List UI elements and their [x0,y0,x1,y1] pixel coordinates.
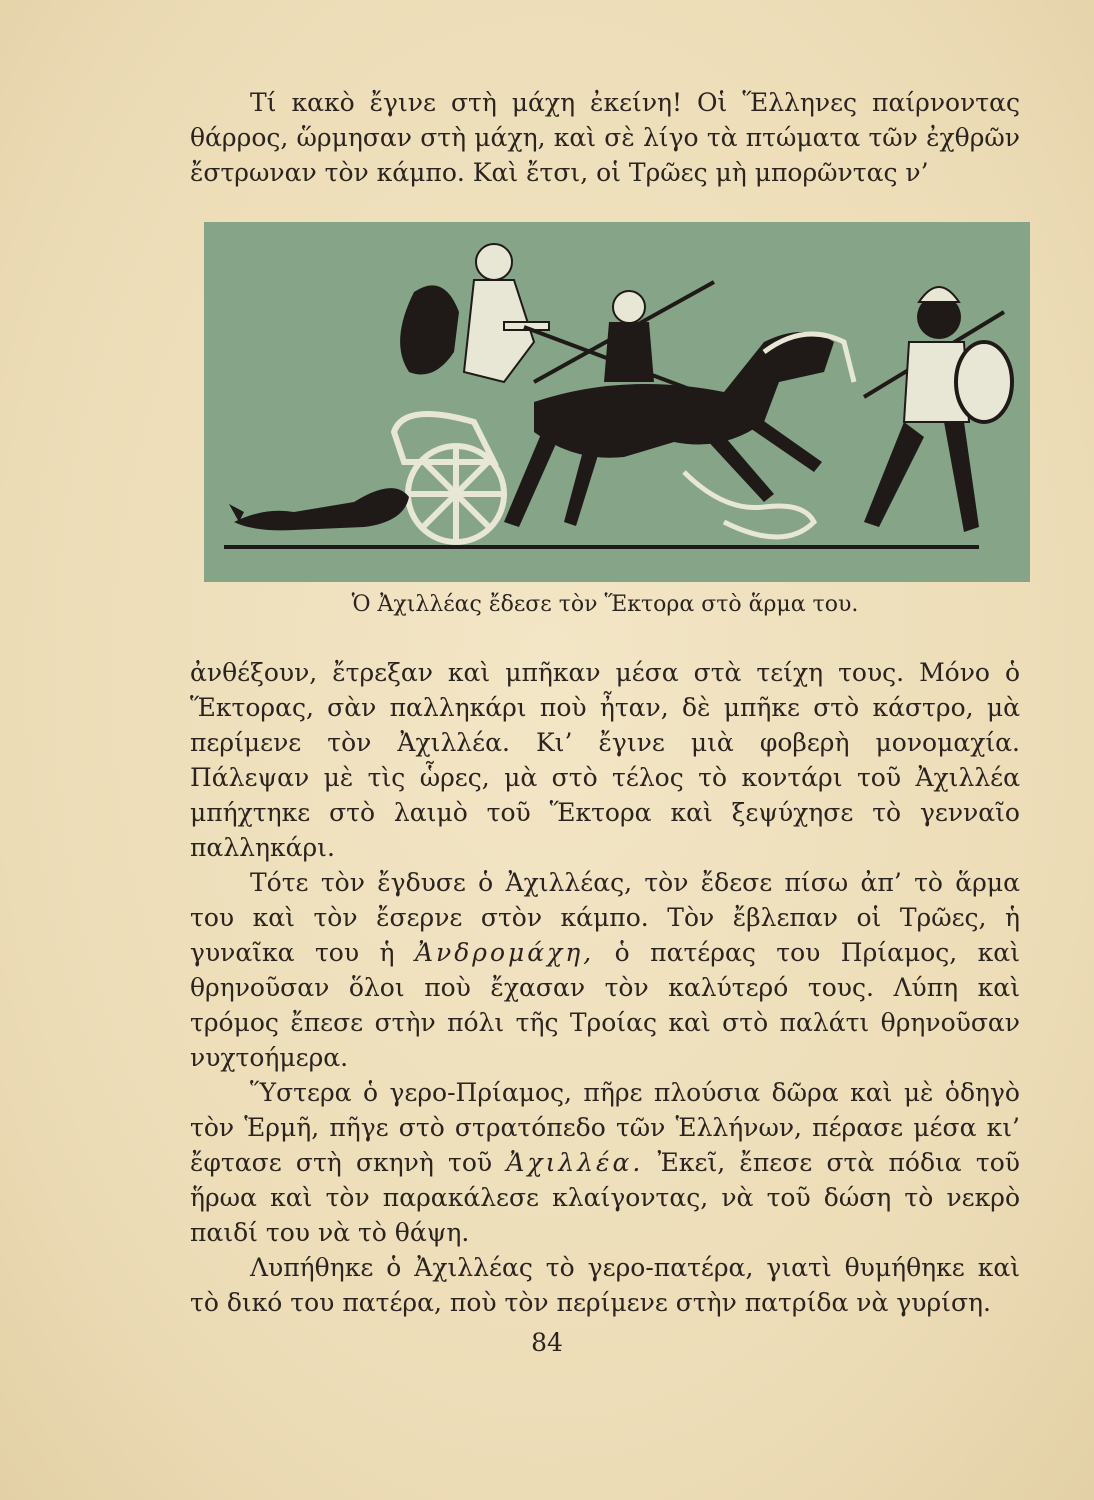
paragraph-2-end: ὁ πατέρας του Πρίαμος, καὶ θρηνοῦσαν ὅλοι ποὺ ἔχασαν τὸν καλύτερό τους. Λύπη καὶ τρόμος ἔπεσε στὴν πόλι τῆς Τροίας καὶ στὸ παλάτι θρηνοῦσαν νυχτοήμερα. [190,938,1020,1072]
name-andromache: Ἀνδρομάχη, [414,938,595,967]
paragraph-1: ἀνθέξουν, ἔτρεξαν καὶ μπῆκαν μέσα στὰ τείχη τους. Μόνο ὁ Ἕκτορας, σὰν παλληκάρι ποὺ ἦταν, δὲ μπῆκε στὸ κάστρο, μὰ περίμενε τὸν Ἀχιλλέα. Κι’ ἔγινε μιὰ φοβερὴ μονομαχία. Πάλεψαν μὲ τὶς ὧρες, μὰ στὸ τέλος τὸ κοντάρι τοῦ Ἀχιλλέα μπήχτηκε στὸ λαιμὸ τοῦ Ἕκτορα καὶ ξεψύχησε τὸ γενναῖο παλληκάρι. [190,658,1020,862]
paragraph-4: Λυπήθηκε ὁ Ἀχιλλέας τὸ γερο-πατέρα, γιατὶ θυμήθηκε καὶ τὸ δικό του πατέρα, ποὺ τὸν περίμενε στὴν πατρίδα νὰ γυρίση. [190,1253,1020,1317]
main-text [190,655,1020,1320]
charioteer-figure [464,244,549,382]
paragraph-opening: Τί κακὸ ἔγινε στὴ μάχη ἐκείνη! Οἱ Ἕλληνες παίρνοντας θάρρος, ὥρμησαν στὴ μάχη, καὶ σὲ λίγο τὰ πτώματα τῶν ἐχθρῶν ἔστρωναν τὸν κάμπο. Καὶ ἔτσι, οἱ Τρῶες μὴ μπορῶντας ν’ [190,88,1020,187]
paragraph-3-end: Ἐκεῖ, ἔπεσε στὰ πόδια τοῦ ἥρωα καὶ τὸν παρακάλεσε κλαίγοντας, νὰ τοῦ δώση τὸ νεκρὸ παιδί του νὰ τὸ θάψη. [190,1148,1020,1247]
paragraph-2 [190,865,1020,1075]
paragraph-2-start: Τότε τὸν ἔγδυσε ὁ Ἀχιλλέας, τὸν ἔδεσε πίσω ἀπ’ τὸ ἅρμα του καὶ τὸν ἔσερνε στὸν κάμπο. Τὸν ἔβλεπαν οἱ Τρῶες, ἡ γυναῖκα του ἡ [190,868,1020,967]
running-warrior [864,287,1012,532]
ground-line [224,545,979,549]
chariot-scene-image [204,222,1030,582]
name-achilles: Ἀχιλλέα. [506,1148,644,1177]
dragged-figure [229,488,409,530]
illustration-achilles-chariot [204,222,1030,582]
falling-warrior [400,285,459,374]
achilles-figure [604,291,654,382]
horse-figure [504,332,834,527]
illustration-caption: Ὁ Ἀχιλλέας ἔδεσε τὸν Ἕκτορα στὸ ἅρμα του. [351,592,859,617]
paragraph-3-start: Ὕστερα ὁ γερο-Πρίαμος, πῆρε πλούσια δῶρα καὶ μὲ ὁδηγὸ τὸν Ἑρμῆ, πῆγε στὸ στρατόπεδο τῶν Ἑλλήνων, πέρασε μέσα κι’ ἔφτασε στὴ σκηνὴ τοῦ [190,1078,1020,1177]
page-number: 84 [531,1328,563,1357]
paragraph-3 [190,1075,1020,1250]
top-paragraph [190,85,1020,190]
